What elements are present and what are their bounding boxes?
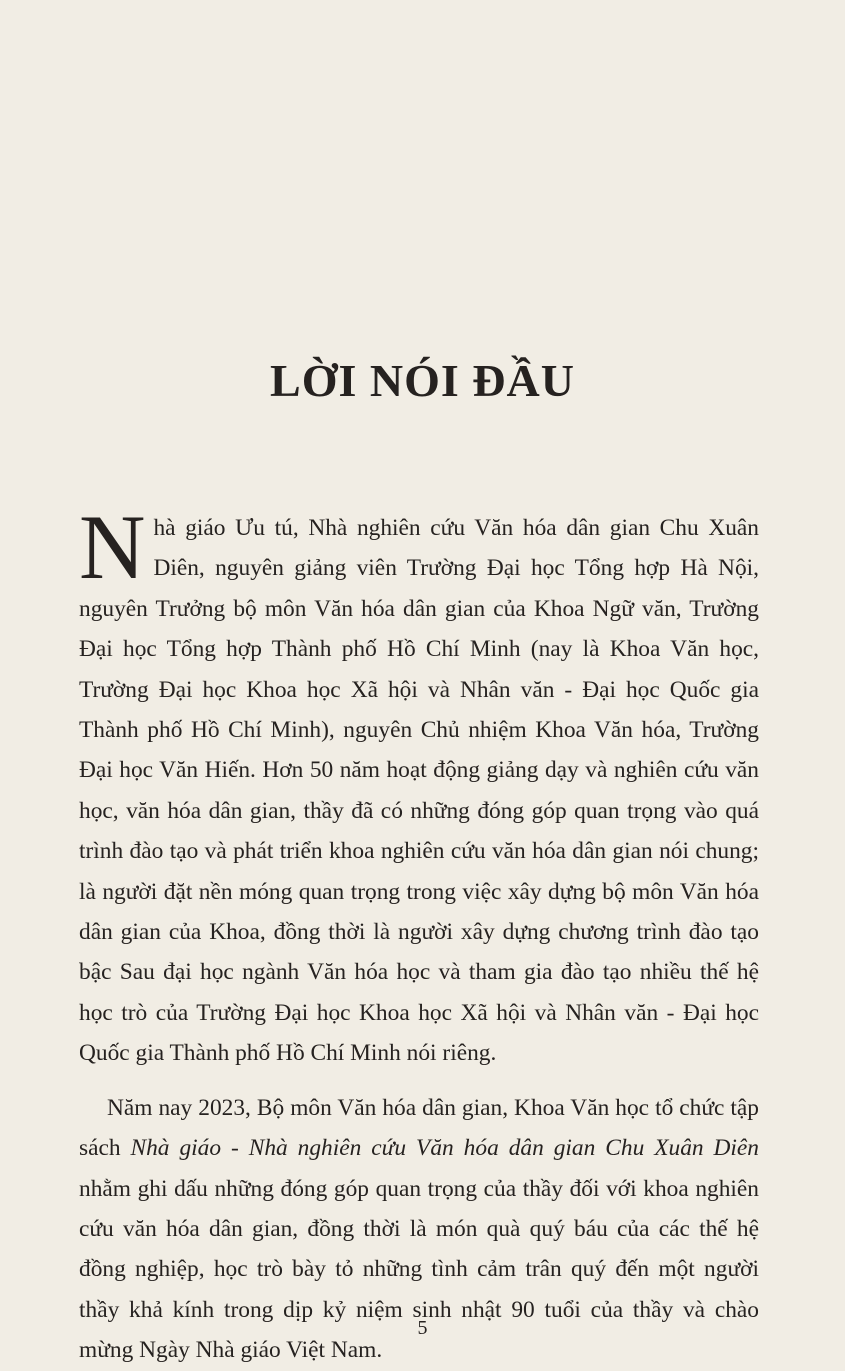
paragraph-1-text: hà giáo Ưu tú, Nhà nghiên cứu Văn hóa dân gian Chu Xuân Diên, nguyên giảng viên Trường Đại học Tổng hợp Hà Nội, nguyên Trưởng bộ môn Văn hóa dân gian của Khoa Ngữ văn, Trường Đại học Tổng hợp Thành phố Hồ Chí Minh (nay là Khoa Văn học, Trường Đại học Khoa học Xã hội và Nhân văn - Đại học Quốc gia Thành phố Hồ Chí Minh), nguyên Chủ nhiệm Khoa Văn hóa, Trường Đại học Văn Hiến. Hơn 50 năm hoạt động giảng dạy và nghiên cứu văn học, văn hóa dân gian, thầy đã có những đóng góp quan trọng vào quá trình đào tạo và phát triển khoa nghiên cứu văn hóa dân gian nói chung; là người đặt nền móng quan trọng trong việc xây dựng bộ môn Văn hóa dân gian của Khoa, đồng thời là người xây dựng chương trình đào tạo bậc Sau đại học ngành Văn hóa học và tham gia đào tạo nhiều thế hệ học trò của Trường Đại học Khoa học Xã hội và Nhân văn - Đại học Quốc gia Thành phố Hồ Chí Minh nói riêng.: [79, 515, 759, 1067]
paragraph-2-after: nhằm ghi dấu những đóng góp quan trọng của thầy đối với khoa nghiên cứu văn hóa dân gian, đồng thời là món quà quý báu của các thế hệ đồng nghiệp, học trò bày tỏ những tình cảm trân quý đến một người thầy khả kính trong dịp kỷ niệm sinh nhật 90 tuổi của thầy và chào mừng Ngày Nhà giáo Việt Nam.: [79, 1175, 759, 1364]
paragraph-2-before: Năm nay 2023, Bộ môn Văn hóa dân gian, Khoa Văn học tổ chức tập sách: [79, 1094, 759, 1162]
page-number: 5: [417, 1317, 428, 1339]
drop-cap: N: [79, 496, 146, 598]
paragraph-1: [79, 496, 759, 1074]
body-text: [79, 496, 759, 1371]
book-title: Nhà giáo - Nhà nghiên cứu Văn hóa dân gian Chu Xuân Diên: [130, 1135, 759, 1162]
page-title: LỜI NÓI ĐẦU: [270, 354, 575, 406]
